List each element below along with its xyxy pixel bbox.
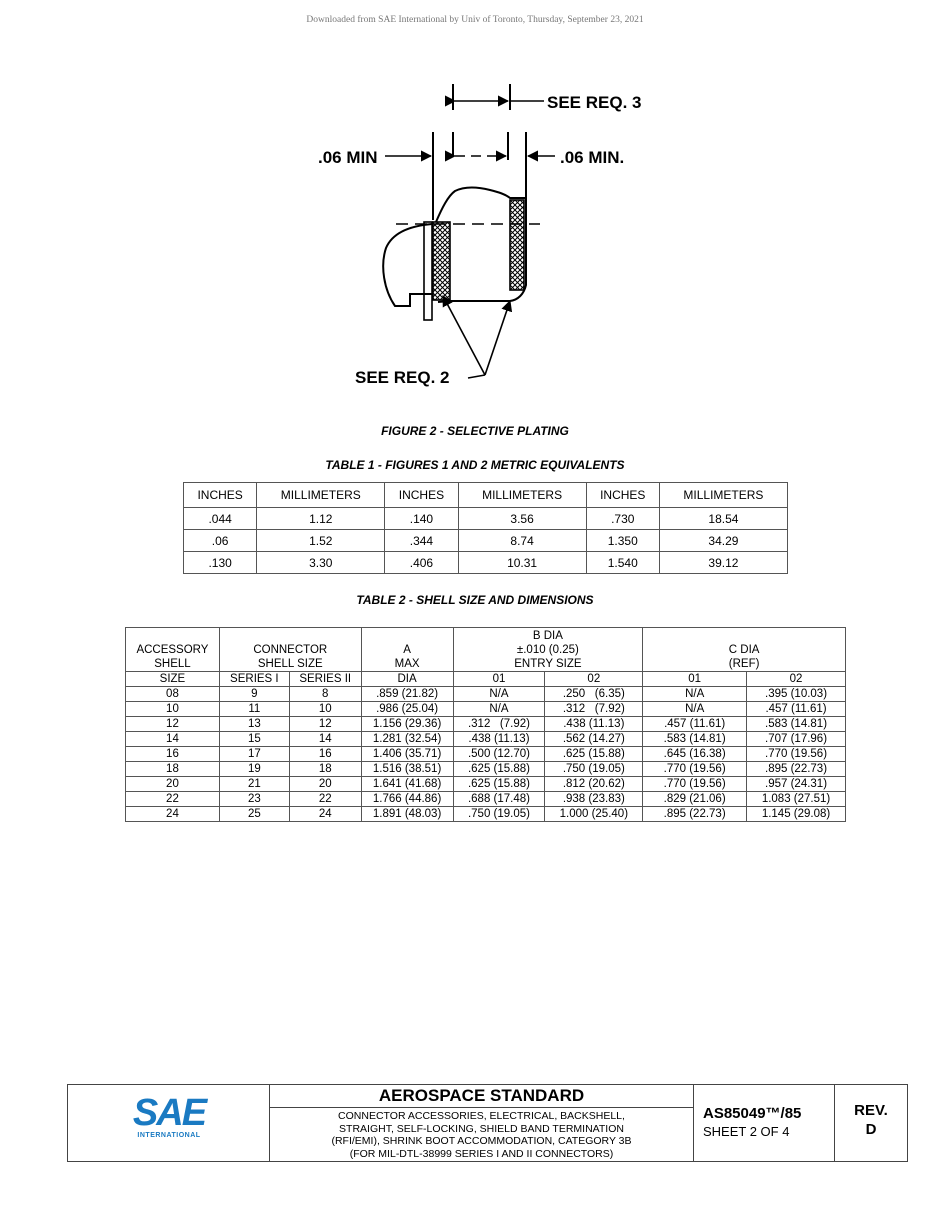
table-cell: .688 (17.48) [453, 792, 545, 807]
table-cell: .750 (19.05) [453, 807, 545, 822]
leader-arrow [443, 296, 485, 375]
revision-cell [835, 1085, 907, 1161]
table-cell: .730 [586, 508, 659, 530]
table-cell: .770 (19.56) [643, 777, 747, 792]
series1-header: SERIES I [219, 672, 289, 687]
table-cell: 16 [126, 747, 220, 762]
table-cell: 10.31 [458, 552, 586, 574]
sae-logo-subtext: INTERNATIONAL [137, 1132, 201, 1139]
table-cell: 3.30 [257, 552, 385, 574]
table-cell: 24 [126, 807, 220, 822]
table-cell: N/A [643, 702, 747, 717]
table-cell: .457 (11.61) [747, 702, 846, 717]
table-cell: 10 [289, 702, 361, 717]
table-cell: 8.74 [458, 530, 586, 552]
column-header: MILLIMETERS [659, 483, 787, 508]
table-cell: 18.54 [659, 508, 787, 530]
accessory-header [126, 628, 220, 672]
table-cell: 22 [126, 792, 220, 807]
column-header: INCHES [586, 483, 659, 508]
table-cell: .986 (25.04) [361, 702, 453, 717]
plating-area-left [433, 222, 450, 300]
min-right-label: .06 MIN. [560, 148, 625, 167]
table-cell: .457 (11.61) [643, 717, 747, 732]
logo-cell [68, 1085, 270, 1161]
table-row [184, 530, 788, 552]
table-cell: 17 [219, 747, 289, 762]
min-left-label: .06 MIN [318, 148, 378, 167]
description-line: CONNECTOR ACCESSORIES, ELECTRICAL, BACKSHELL, [338, 1110, 625, 1122]
table-cell: 25 [219, 807, 289, 822]
table-cell: 1.145 (29.08) [747, 807, 846, 822]
selective-plating-figure [300, 70, 660, 400]
table-cell: .140 [385, 508, 458, 530]
table-cell: 12 [126, 717, 220, 732]
accessory-size-header: SIZE [126, 672, 220, 687]
table-cell: 1.350 [586, 530, 659, 552]
description-line: STRAIGHT, SELF-LOCKING, SHIELD BAND TERMINATION [339, 1122, 624, 1135]
table-row [126, 777, 846, 792]
table-cell: .812 (20.62) [545, 777, 643, 792]
table-header-row [184, 483, 788, 508]
table2-caption: TABLE 2 - SHELL SIZE AND DIMENSIONS [356, 593, 594, 607]
table-cell: .395 (10.03) [747, 687, 846, 702]
table-cell: .625 (15.88) [453, 777, 545, 792]
table-cell: 1.281 (32.54) [361, 732, 453, 747]
table-cell: 8 [289, 687, 361, 702]
column-header: MILLIMETERS [257, 483, 385, 508]
table-cell: .625 (15.88) [453, 762, 545, 777]
title-cell [270, 1085, 694, 1161]
table-cell: N/A [643, 687, 747, 702]
table-row [184, 552, 788, 574]
table-cell: .583 (14.81) [747, 717, 846, 732]
table-cell: 18 [126, 762, 220, 777]
table-cell: N/A [453, 702, 545, 717]
table-cell: .625 (15.88) [545, 747, 643, 762]
leader-line [468, 375, 485, 378]
figure-caption: FIGURE 2 - SELECTIVE PLATING [381, 424, 569, 438]
title-block [67, 1084, 908, 1162]
table-cell: 1.540 [586, 552, 659, 574]
table-cell: 21 [219, 777, 289, 792]
a-dia-header: DIA [361, 672, 453, 687]
table-cell: .06 [184, 530, 257, 552]
header-line: ±.010 (0.25) [516, 644, 579, 656]
c-01-header: 01 [643, 672, 747, 687]
connector-header [219, 628, 361, 672]
table-cell: 9 [219, 687, 289, 702]
standard-title: AEROSPACE STANDARD [270, 1085, 693, 1108]
table-cell: .438 (11.13) [545, 717, 643, 732]
table-cell: .859 (21.82) [361, 687, 453, 702]
header-line: ACCESSORY [136, 644, 209, 656]
table-cell: 3.56 [458, 508, 586, 530]
table-cell: 1.516 (38.51) [361, 762, 453, 777]
table-cell: 15 [219, 732, 289, 747]
table-row [184, 508, 788, 530]
download-note: Downloaded from SAE International by Univ of Toronto, Thursday, September 23, 2021 [306, 15, 644, 25]
header-line: B DIA [532, 630, 563, 642]
table-cell: 1.52 [257, 530, 385, 552]
table1-caption: TABLE 1 - FIGURES 1 AND 2 METRIC EQUIVALENTS [325, 458, 625, 472]
table-row [126, 702, 846, 717]
flange [424, 222, 432, 320]
doc-number: AS85049™/85 [703, 1105, 802, 1122]
b-02-header: 02 [545, 672, 643, 687]
table-cell: 1.766 (44.86) [361, 792, 453, 807]
revision-label: REV. [854, 1102, 888, 1119]
table-cell: 14 [289, 732, 361, 747]
table-cell: 1.000 (25.40) [545, 807, 643, 822]
sae-logo-text: SAE [132, 1092, 206, 1134]
table-cell: 1.406 (35.71) [361, 747, 453, 762]
table-cell: 1.891 (48.03) [361, 807, 453, 822]
a-max-dia-header [361, 628, 453, 672]
header-line: SHELL SIZE [257, 658, 323, 670]
table-cell: .938 (23.83) [545, 792, 643, 807]
table-cell: .957 (24.31) [747, 777, 846, 792]
table-cell: 12 [289, 717, 361, 732]
description-line: (FOR MIL-DTL-38999 SERIES I AND II CONNECTORS) [349, 1147, 614, 1160]
table-cell: .044 [184, 508, 257, 530]
table-cell: .770 (19.56) [747, 747, 846, 762]
revision-value: D [865, 1121, 877, 1138]
table-row [126, 717, 846, 732]
table-cell: .250 (6.35) [545, 687, 643, 702]
see-req-2-label: SEE REQ. 2 [355, 368, 450, 387]
table-cell: 34.29 [659, 530, 787, 552]
table-subheader-row [126, 672, 846, 687]
header-line: (REF) [728, 658, 760, 670]
table-cell: .562 (14.27) [545, 732, 643, 747]
table-cell: 1.083 (27.51) [747, 792, 846, 807]
table-cell: 39.12 [659, 552, 787, 574]
table-cell: .583 (14.81) [643, 732, 747, 747]
table-cell: .829 (21.06) [643, 792, 747, 807]
table-cell: .770 (19.56) [643, 762, 747, 777]
doc-number-cell [694, 1085, 835, 1161]
table-cell: .895 (22.73) [747, 762, 846, 777]
b-dia-header [453, 628, 643, 672]
table-cell: 1.156 (29.36) [361, 717, 453, 732]
table-cell: .130 [184, 552, 257, 574]
table-cell: .312 (7.92) [545, 702, 643, 717]
table-cell: .344 [385, 530, 458, 552]
table-cell: 1.12 [257, 508, 385, 530]
column-header: MILLIMETERS [458, 483, 586, 508]
table-cell: 20 [289, 777, 361, 792]
table-cell: 19 [219, 762, 289, 777]
header-line: C DIA [728, 644, 760, 656]
shell-size-table-body [126, 687, 846, 822]
table-cell: 24 [289, 807, 361, 822]
leader-arrow [485, 301, 510, 375]
table-cell: 23 [219, 792, 289, 807]
header-line: SHELL [154, 658, 191, 670]
table-cell: .707 (17.96) [747, 732, 846, 747]
table-cell: 11 [219, 702, 289, 717]
table-cell: .312 (7.92) [453, 717, 545, 732]
table-row [126, 792, 846, 807]
table-cell: 08 [126, 687, 220, 702]
table-cell: 1.641 (41.68) [361, 777, 453, 792]
table-cell: 20 [126, 777, 220, 792]
table-cell: N/A [453, 687, 545, 702]
table-cell: 18 [289, 762, 361, 777]
series2-header: SERIES II [289, 672, 361, 687]
table-cell: .438 (11.13) [453, 732, 545, 747]
sae-logo [68, 1085, 270, 1161]
plating-area-right [510, 200, 524, 290]
table-cell: 13 [219, 717, 289, 732]
table-row [126, 732, 846, 747]
table-row [126, 807, 846, 822]
table-cell: 16 [289, 747, 361, 762]
metric-equivalents-table [183, 482, 788, 574]
table-cell: .895 (22.73) [643, 807, 747, 822]
table-cell: .406 [385, 552, 458, 574]
table-cell: 22 [289, 792, 361, 807]
table-cell: .645 (16.38) [643, 747, 747, 762]
table-cell: .500 (12.70) [453, 747, 545, 762]
table-cell: 10 [126, 702, 220, 717]
see-req-3-label: SEE REQ. 3 [547, 93, 642, 112]
header-line: ENTRY SIZE [514, 658, 582, 670]
b-01-header: 01 [453, 672, 545, 687]
shell-size-table [125, 627, 846, 822]
header-line: MAX [394, 658, 420, 670]
table-row [126, 762, 846, 777]
table-cell: .750 (19.05) [545, 762, 643, 777]
sheet-number: SHEET 2 OF 4 [703, 1124, 790, 1139]
header-line: A [403, 644, 411, 656]
column-header: INCHES [385, 483, 458, 508]
c-02-header: 02 [747, 672, 846, 687]
header-line: CONNECTOR [253, 644, 328, 656]
description-line: (RFI/EMI), SHRINK BOOT ACCOMMODATION, CATEGORY 3B [331, 1135, 632, 1147]
c-dia-header [643, 628, 846, 672]
column-header: INCHES [184, 483, 257, 508]
table-row [126, 687, 846, 702]
standard-description [270, 1108, 693, 1160]
table-row [126, 747, 846, 762]
table-cell: 14 [126, 732, 220, 747]
